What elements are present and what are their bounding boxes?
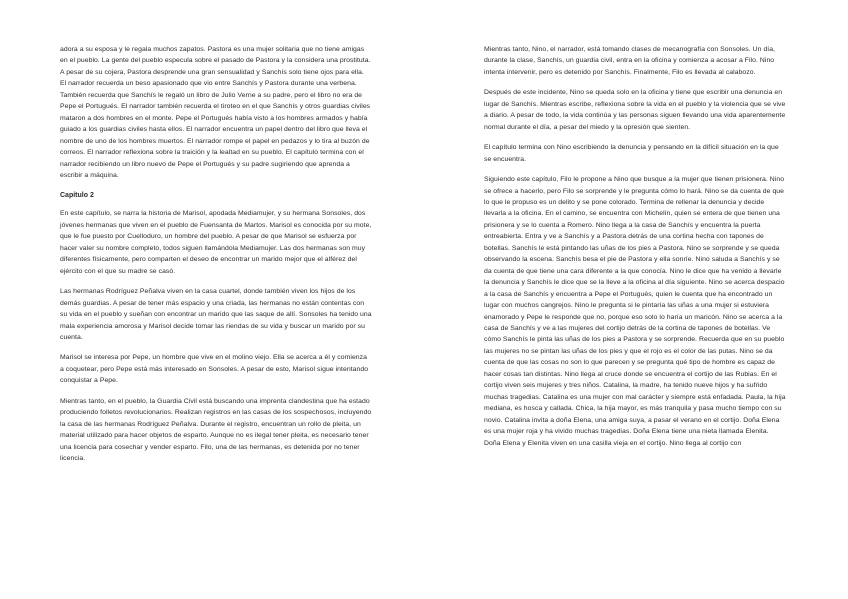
paragraph: Mientras tanto, Nino, el narrador, está tomando clases de mecanografía con Sonsoles. Un día, durante la clase, Sanchís, un guardia civil, entra en la oficina y comienza a acosar a Filo. Nino intenta intervenir, pero es detenido por Sanchís. Finalmente, Filo es llevada al calabozo. <box>484 46 776 76</box>
paragraph: Mientras tanto, en el pueblo, la Guardia Civil está buscando una imprenta clandestina que ha estado produciendo folletos revolucionarios. Realizan registros en las casas de los sospechosos, incluyendo la casa de las hermanas Rodríguez Peñalva. Durante el registro, encuentran un rollo de pleita, un material utilizado para hacer objetos de esparto. Aunque no es ilegal tener pleita, es necesario tener una licencia para cosechar y vender esparto. Filo, una de las hermanas, es detenida por no tener licencia. <box>60 397 372 463</box>
paragraph: En este capítulo, se narra la historia de Marisol, apodada Mediamujer, y su hermana Sonsoles, dos jóvenes hermanas que viven en el pueblo de Fuensanta de Martos. Marisol es conocida por su mote, que le fue puesto por Cuelloduro, un hombre del pueblo. A pesar de que Marisol se esfuerza por hacer valer su nombre completo, todos siguen llamándola Mediamujer. Las dos hermanas son muy diferentes físicamente, pero comparten el deseo de encontrar un marido mejor que el alférez del ejército con el que su madre se casó. <box>60 210 372 275</box>
left-column <box>60 44 372 474</box>
paragraph: Después de este incidente, Nino se queda solo en la oficina y tiene que escribir una denuncia en lugar de Sanchís. Mientras escribe, reflexiona sobre la vida en el pueblo y la violencia que se vive a diario. A pesar de todo, la vida continúa y las personas siguen llevando una vida aparentemente normal durante el día, a pesar del miedo y la opresión que sienten. <box>484 89 786 131</box>
chapter-heading: Capítulo 2 <box>60 192 94 200</box>
paragraph: Marisol se interesa por Pepe, un hombre que vive en el molino viejo. Ella se acerca a él y comienza a coquetear, pero Pepe está más interesado en Sonsoles. A pesar de esto, Marisol sigue intentando conquistar a Pepe. <box>60 354 369 385</box>
paragraph: Siguiendo este capítulo, Filo le propone a Nino que busque a la mujer que tienen prisionera. Nino se ofrece a hacerlo, pero Filo se sorprende y le pregunta cómo lo hará. Nino se da cuenta de que lo que le propuso es un delito y se pone colorado. Termina de rellenar la denuncia y decide llevarla a la oficina. En el camino, se encuentra con Michelín, quien se entera de que tienen una prisionera y se lo cuenta a Romero. Nino llega a la casa de Sanchís y encuentra la puerta entreabierta. Entra y ve a Sanchís y a Pastora detrás de una cortina hecha con tapones de botellas. Sanchís le está pintando las uñas de los pies a Pastora. Nino se sorprende y se queda observando la escena. Sanchís besa el pie de Pastora y ella sonríe. Nino saluda a Sanchís y se da cuenta de que tiene una cara diferente a la que conocía. Nino le dice que ha venido a llevarle la denuncia y Sanchís le dice que se la lleve a la oficina al día siguiente. Nino se acerca despacio a la casa de Sanchís y encuentra a Pepe el Portugués, quien le cuenta que ha encontrado un lugar con muchos cangrejos. Nino le pregunta si le pintaría las uñas a una mujer si estuviera enamorado y Pepe le responde que no, porque eso solo lo haría un maricón. Nino se acerca a la casa de Sanchís y ve a las mujeres del cortijo detrás de la cortina de tapones de botellas. Ve cómo Sanchís le pinta las uñas de los pies a Pastora y se sorprende. Recuerda que en su pueblo las mujeres no se pintan las uñas de los pies y que el rojo es el color de las putas. Nino se da cuenta de que las cosas no son lo que parecen y se pregunta qué tipo de hombre es capaz de hacer cosas tan distintas. Nino llega al cruce donde se encuentra el cortijo de las Rubias. En el cortijo viven seis mujeres y tres niños. Catalina, la madre, ha tenido nueve hijos y ha sufrido muchas tragedias. Catalina es una mujer con mal carácter y siempre está enfadada. Paula, la hija mediana, es hosca y callada. Chica, la hija mayor, es más tranquila y pasa mucho tiempo con su novio. Catalina invita a doña Elena, una amiga suya, a pasar el verano en el cortijo. Doña Elena es una mujer roja y ha vivido muchas tragedias. Doña Elena tiene una nieta llamada Elenita. Doña Elena y Elenita viven en una casilla vieja en el cortijo. Nino llega al cortijo con <box>484 176 786 447</box>
paragraph: adora a su esposa y le regala muchos zapatos. Pastora es una mujer solitaria que no tiene amigas en el pueblo. La gente del pueblo especula sobre el pasado de Pastora y la considera una prostituta. A pesar de su cojera, Pastora desprende una gran sensualidad y Sanchís solo tiene ojos para ella. El narrador recuerda un beso apasionado que vio entre Sanchís y Pastora durante una verbena. También recuerda que Sanchís le regaló un libro de Julio Verne a su padre, pero el libro no era de Pepe el Portugués. El narrador también recuerda el tiroteo en el que Sanchís y otros guardias civiles mataron a dos hombres en el monte. Pepe el Portugués había visto a los hombres armados y había guiado a los guardias civiles hasta ellos. El narrador encuentra un papel dentro del libro que lleva el nombre de uno de los hombres muertos. El narrador rompe el papel en pedazos y lo tira al buzón de correos. El narrador reflexiona sobre la traición y la lealtad en su pueblo. El capítulo termina con el narrador recibiendo un libro nuevo de Pepe el Portugués y su padre sugiriendo que aprenda a escribir a máquina. <box>60 46 371 179</box>
paragraph: Las hermanas Rodríguez Peñalva viven en la casa cuartel, donde también viven los hijos de los demás guardias. A pesar de tener más espacio y una criada, las hermanas no están contentas con su vida en el pueblo y sueñan con encontrar un marido que las saque de allí. Sonsoles ha tenido una mala experiencia amorosa y Marisol decide tomar las riendas de su vida y buscar un marido por su cuenta. <box>60 288 372 341</box>
paragraph: El capítulo termina con Nino escribiendo la denuncia y pensando en la difícil situación en la que se encuentra. <box>484 144 779 163</box>
right-column <box>484 44 787 458</box>
